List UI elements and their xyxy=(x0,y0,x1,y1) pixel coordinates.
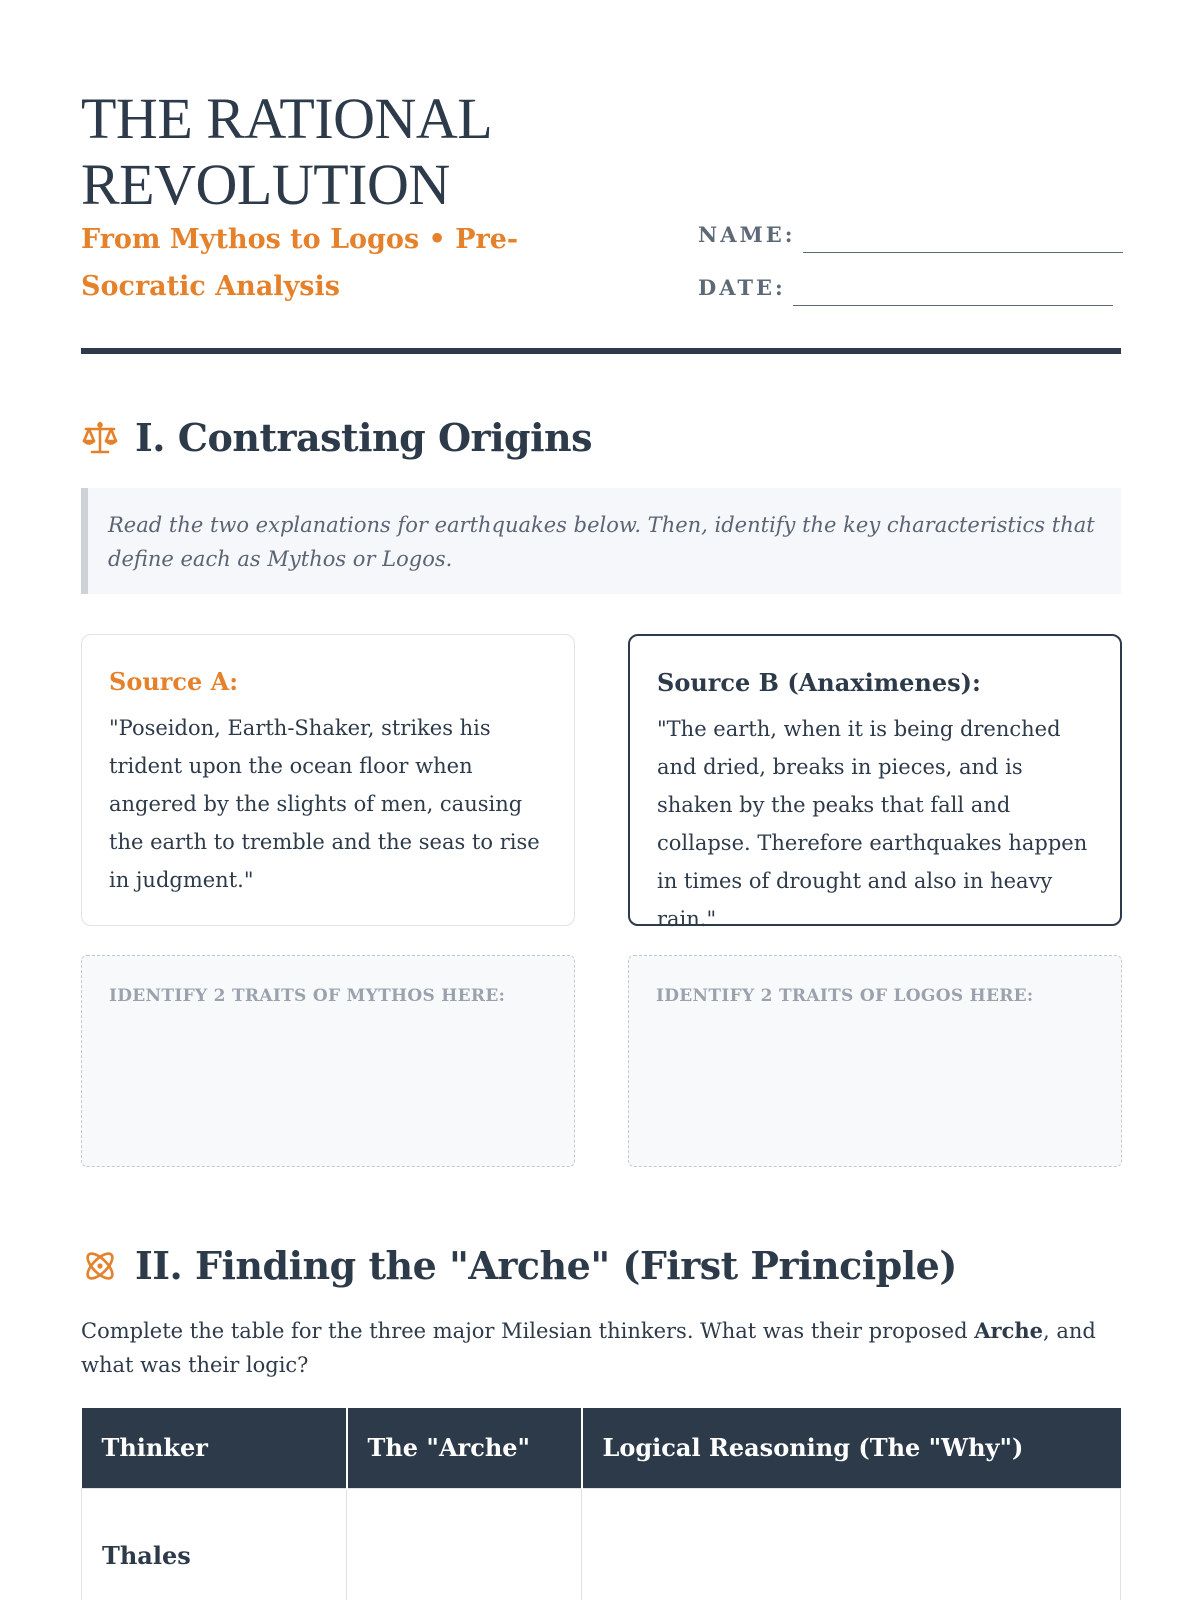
source-a-card xyxy=(81,634,575,926)
instruction-box: Read the two explanations for earthquakes below. Then, identify the key characteristics that define each as Mythos or Logos. xyxy=(81,488,1121,594)
source-a-label: Source A: xyxy=(109,667,239,696)
desc-bold-term: Arche xyxy=(974,1318,1043,1343)
source-b-card xyxy=(628,634,1122,931)
header-divider xyxy=(81,348,1121,354)
section-1-heading xyxy=(81,415,592,460)
column-header-thinker: Thinker xyxy=(82,1408,347,1488)
reasoning-cell[interactable] xyxy=(582,1488,1121,1600)
atom-icon xyxy=(81,1247,119,1285)
page-title xyxy=(81,86,492,218)
source-a-text: "Poseidon, Earth-Shaker, strikes his trident upon the ocean floor when angered by the slights of men, causing the earth to tremble and the seas to rise in judgment." xyxy=(109,716,540,892)
logos-answer-label: IDENTIFY 2 TRAITS OF LOGOS HERE: xyxy=(656,986,1034,1006)
page-subtitle: From Mythos to Logos • Pre-Socratic Analysis xyxy=(81,224,519,302)
source-b-label: Source B (Anaximenes): xyxy=(657,668,981,697)
date-field[interactable] xyxy=(793,305,1113,306)
mythos-answer-label: IDENTIFY 2 TRAITS OF MYTHOS HERE: xyxy=(109,986,506,1006)
date-label: DATE: xyxy=(698,275,786,300)
table-row xyxy=(82,1488,1121,1600)
section-2-heading xyxy=(81,1243,957,1288)
section-2-description xyxy=(81,1314,1121,1382)
mythos-answer-box[interactable] xyxy=(81,955,575,1167)
scale-icon xyxy=(81,419,119,457)
title-line-2: REVOLUTION xyxy=(81,152,450,217)
source-b-text: "The earth, when it is being drenched and dried, breaks in pieces, and is shaken by the peaks that fall and collapse. Therefore earthquakes happen in times of drought and also in heavy rain." xyxy=(657,717,1088,931)
arche-cell[interactable] xyxy=(347,1488,582,1600)
thinker-cell: Thales xyxy=(82,1488,347,1600)
title-line-1: THE RATIONAL xyxy=(81,86,493,151)
column-header-reasoning: Logical Reasoning (The "Why") xyxy=(582,1408,1121,1488)
logos-answer-box[interactable] xyxy=(628,955,1122,1167)
arche-table xyxy=(81,1408,1121,1600)
table-header-row xyxy=(82,1408,1121,1488)
section-2-title: II. Finding the "Arche" (First Principle) xyxy=(135,1243,957,1288)
desc-text-1: Complete the table for the three major Milesian thinkers. What was their proposed xyxy=(81,1319,975,1343)
column-header-arche: The "Arche" xyxy=(347,1408,582,1488)
name-field[interactable] xyxy=(803,252,1123,253)
desc-text-2: , and what was their logic? xyxy=(81,1319,1096,1377)
name-label: NAME: xyxy=(698,222,796,247)
section-1-title: I. Contrasting Origins xyxy=(135,415,593,460)
